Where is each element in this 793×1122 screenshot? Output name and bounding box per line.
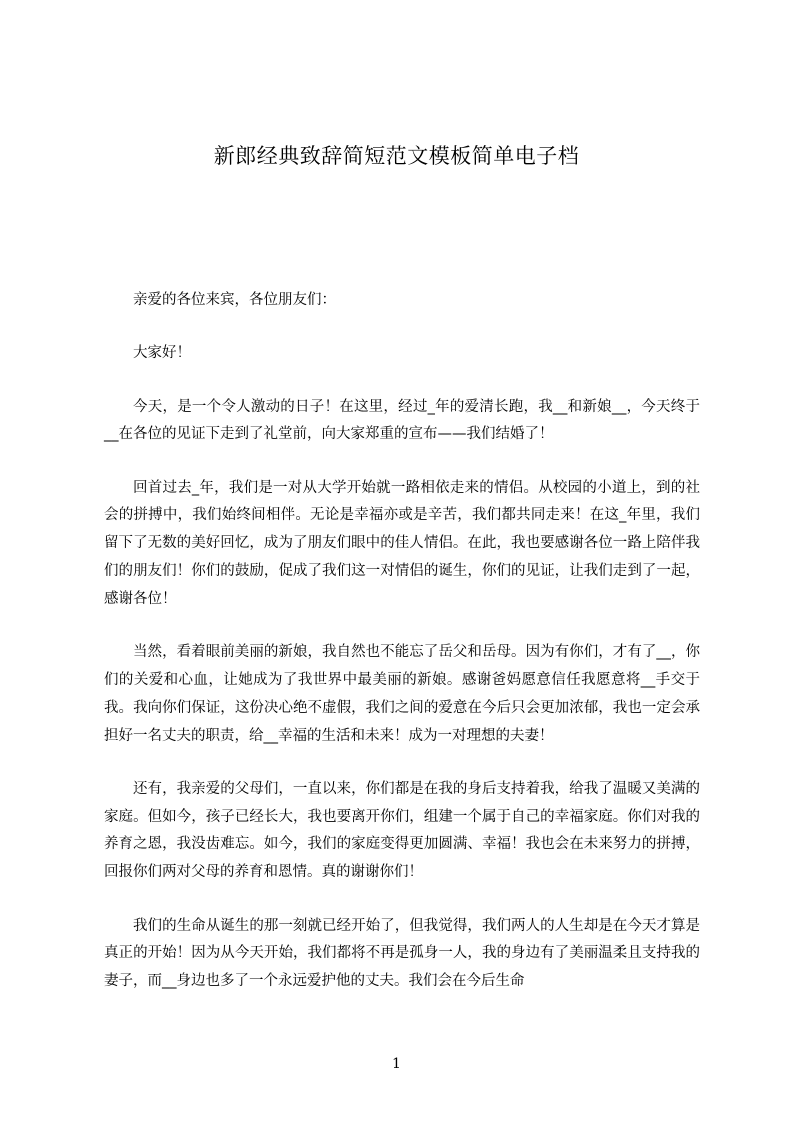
paragraph-new-life: 我们的生命从诞生的那一刻就已经开始了，但我觉得，我们两人的人生却是在今天才算是真正的开始！因为从今天开始，我们都将不再是孤身一人，我的身边有了美丽温柔且支持我的妻子，而__身边也多了一个永远爱护他的丈夫。我们会在今后生命 — [104, 917, 700, 990]
paragraph-in-laws: 当然，看着眼前美丽的新娘，我自然也不能忘了岳父和岳母。因为有你们，才有了__，你们的关爱和心血，让她成为了我世界中最美丽的新娘。感谢爸妈愿意信任我愿意将__手交于我。我向你们保证，这份决心绝不虚假，我们之间的爱意在今后只会更加浓郁，我也一定会承担好一名丈夫的职责，给__幸福的生活和未来！成为一对理想的夫妻！ — [104, 644, 700, 744]
paragraph-greeting: 亲爱的各位来宾，各位朋友们： — [133, 292, 336, 308]
page-number: 1 — [392, 1056, 401, 1072]
paragraph-parents: 还有，我亲爱的父母们，一直以来，你们都是在我的身后支持着我，给我了温暖又美满的家庭。但如今，孩子已经长大，我也要离开你们，组建一个属于自己的幸福家庭。你们对我的养育之恩，我没齿难忘。如今，我们的家庭变得更加圆满、幸福！我也会在未来努力的拼搏，回报你们两对父母的养育和恩情。真的谢谢你们！ — [104, 780, 700, 881]
paragraph-memories: 回首过去_年，我们是一对从大学开始就一路相依走来的情侣。从校园的小道上，到的社会的拼搏中，我们始终间相伴。无论是幸福亦或是辛苦，我们都共同走来！在这_年里，我们留下了无数的美好回忆，成为了朋友们眼中的佳人情侣。在此，我也要感谢各位一路上陪伴我们的朋友们！你们的鼓励，促成了我们这一对情侣的诞生，你们的见证，让我们走到了一起，感谢各位！ — [104, 479, 700, 607]
document-title: 新郎经典致辞简短范文模板简单电子档 — [213, 144, 580, 168]
document-body — [104, 287, 700, 996]
paragraph-hello: 大家好！ — [133, 345, 191, 362]
paragraph-announcement: 今天，是一个令人激动的日子！在这里，经过_年的爱清长跑，我__和新娘__，今天终于__在各位的见证下走到了礼堂前，向大家郑重的宣布——我们结婚了！ — [104, 398, 700, 443]
